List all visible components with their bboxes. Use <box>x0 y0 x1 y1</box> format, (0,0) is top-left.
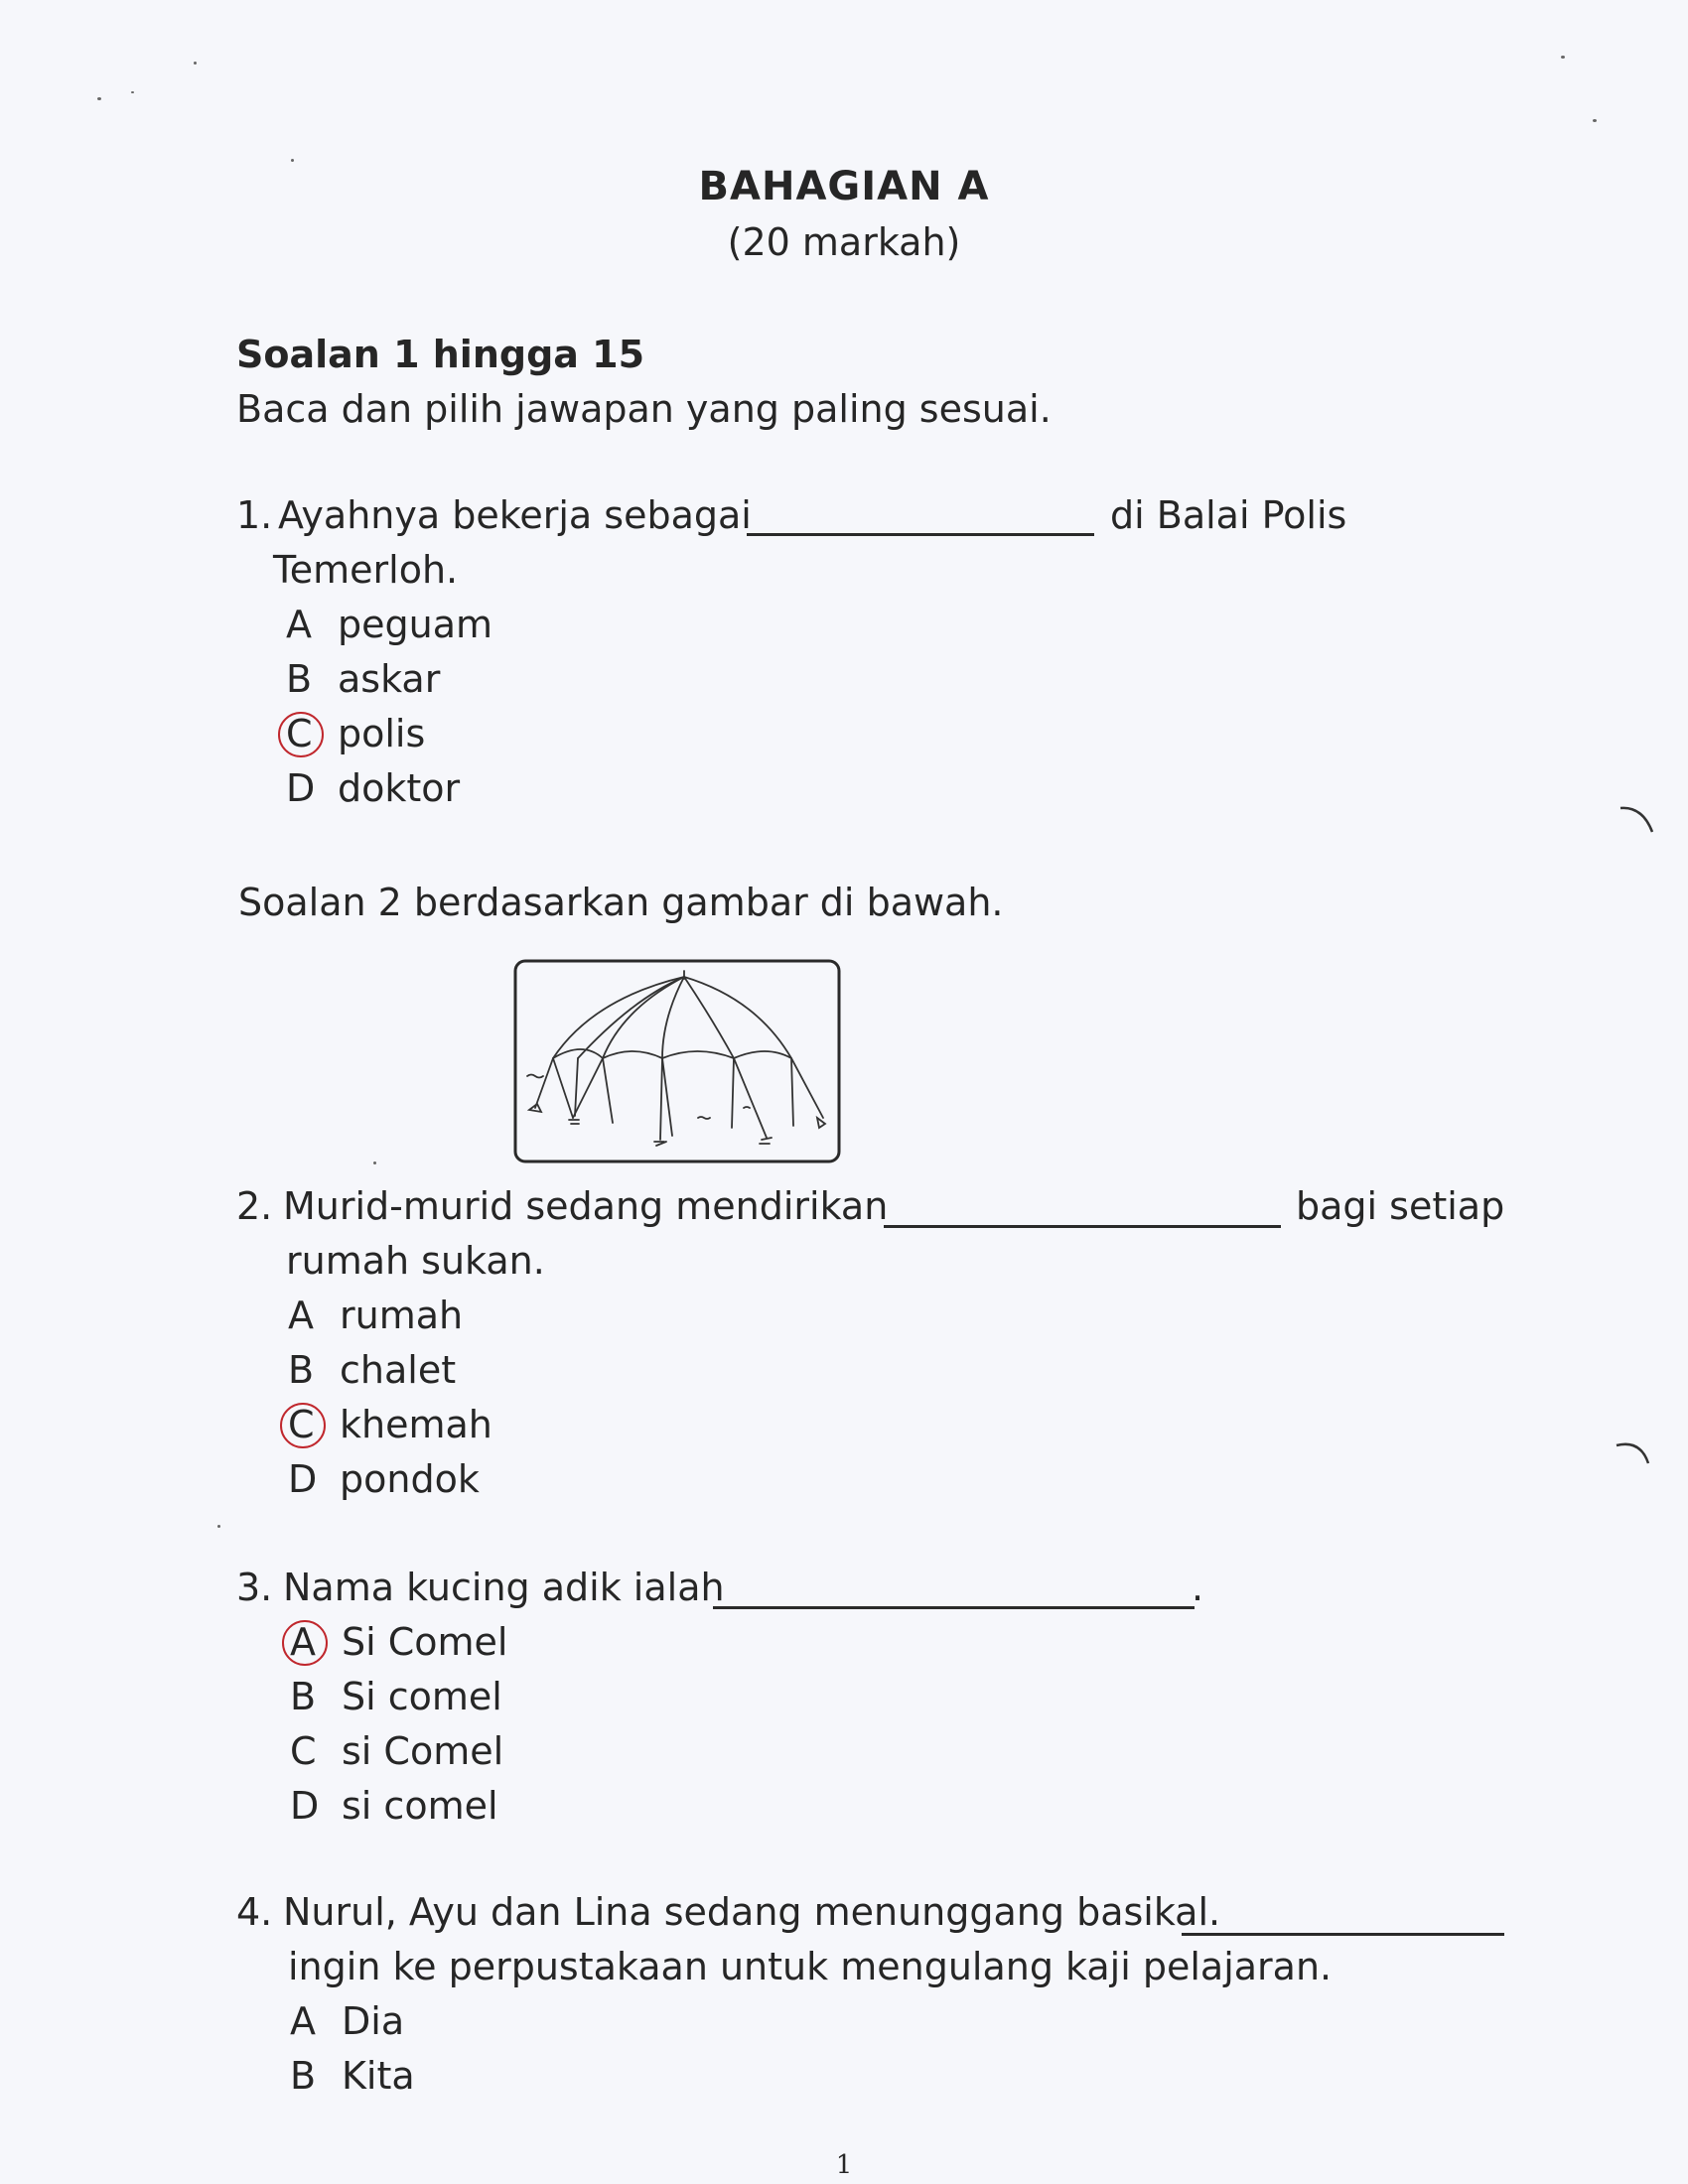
question-1-stem: Ayahnya bekerja sebagai <box>278 493 752 537</box>
question-2-blank <box>884 1225 1281 1228</box>
question-3-stem: Nama kucing adik ialah <box>283 1566 725 1609</box>
answer-circle-mark <box>278 712 324 757</box>
punch-hole-mark <box>1618 802 1658 842</box>
scan-speck <box>1593 119 1597 122</box>
question-3-option-d[interactable]: D si comel <box>290 1784 498 1828</box>
answer-circle-mark <box>280 1403 326 1448</box>
question-2-option-d[interactable]: D pondok <box>288 1457 480 1501</box>
question-2-stem-line2: rumah sukan. <box>286 1239 545 1283</box>
section-title: BAHAGIAN A <box>698 164 990 209</box>
question-2-stem-end: bagi setiap <box>1296 1184 1505 1228</box>
scan-speck <box>217 1525 220 1528</box>
question-4-blank <box>1182 1933 1504 1936</box>
scan-speck <box>1561 56 1565 59</box>
scan-speck <box>291 159 294 162</box>
question-4-option-a[interactable]: A Dia <box>290 1999 405 2043</box>
punch-hole-mark <box>1615 1437 1654 1477</box>
question-2-option-a[interactable]: A rumah <box>288 1294 464 1337</box>
question-3-option-c[interactable]: C si Comel <box>290 1729 504 1773</box>
question-1-option-d[interactable]: D doktor <box>286 766 461 810</box>
question-1-option-b[interactable]: B askar <box>286 657 441 701</box>
question-4-number: 4. <box>236 1890 273 1934</box>
scan-speck <box>97 97 101 100</box>
question-2-option-b[interactable]: B chalet <box>288 1348 457 1392</box>
question-2-intro: Soalan 2 berdasarkan gambar di bawah. <box>238 881 1004 924</box>
question-4-stem: Nurul, Ayu dan Lina sedang menunggang basikal. <box>283 1890 1221 1934</box>
question-1-stem-line2: Temerloh. <box>273 548 459 592</box>
page-number: 1 <box>835 2150 853 2180</box>
scan-speck <box>373 1161 376 1164</box>
question-3-blank <box>713 1606 1195 1609</box>
section-marks: (20 markah) <box>727 220 961 264</box>
question-1-blank <box>747 533 1094 536</box>
question-2-option-c[interactable]: C khemah <box>288 1403 492 1446</box>
question-1-stem-end: di Balai Polis <box>1110 493 1347 537</box>
scan-speck <box>194 62 197 65</box>
question-3-option-a[interactable]: A Si Comel <box>290 1620 508 1664</box>
tent-frame-illustration <box>513 959 841 1163</box>
instruction-text: Baca dan pilih jawapan yang paling sesuai. <box>236 387 1052 431</box>
question-2-stem: Murid-murid sedang mendirikan <box>283 1184 889 1228</box>
question-2-number: 2. <box>236 1184 273 1228</box>
question-1-option-c[interactable]: C polis <box>286 712 425 755</box>
scan-speck <box>131 91 134 93</box>
question-3-number: 3. <box>236 1566 273 1609</box>
question-4-option-b[interactable]: B Kita <box>290 2054 415 2098</box>
question-1-number: 1. <box>236 493 273 537</box>
instruction-range: Soalan 1 hingga 15 <box>236 333 645 376</box>
answer-circle-mark <box>282 1620 328 1666</box>
question-3-stem-end: . <box>1192 1566 1204 1609</box>
question-1-option-a[interactable]: A peguam <box>286 603 493 646</box>
question-3-option-b[interactable]: B Si comel <box>290 1675 502 1718</box>
question-4-stem-line2: ingin ke perpustakaan untuk mengulang kaji pelajaran. <box>288 1945 1333 1988</box>
